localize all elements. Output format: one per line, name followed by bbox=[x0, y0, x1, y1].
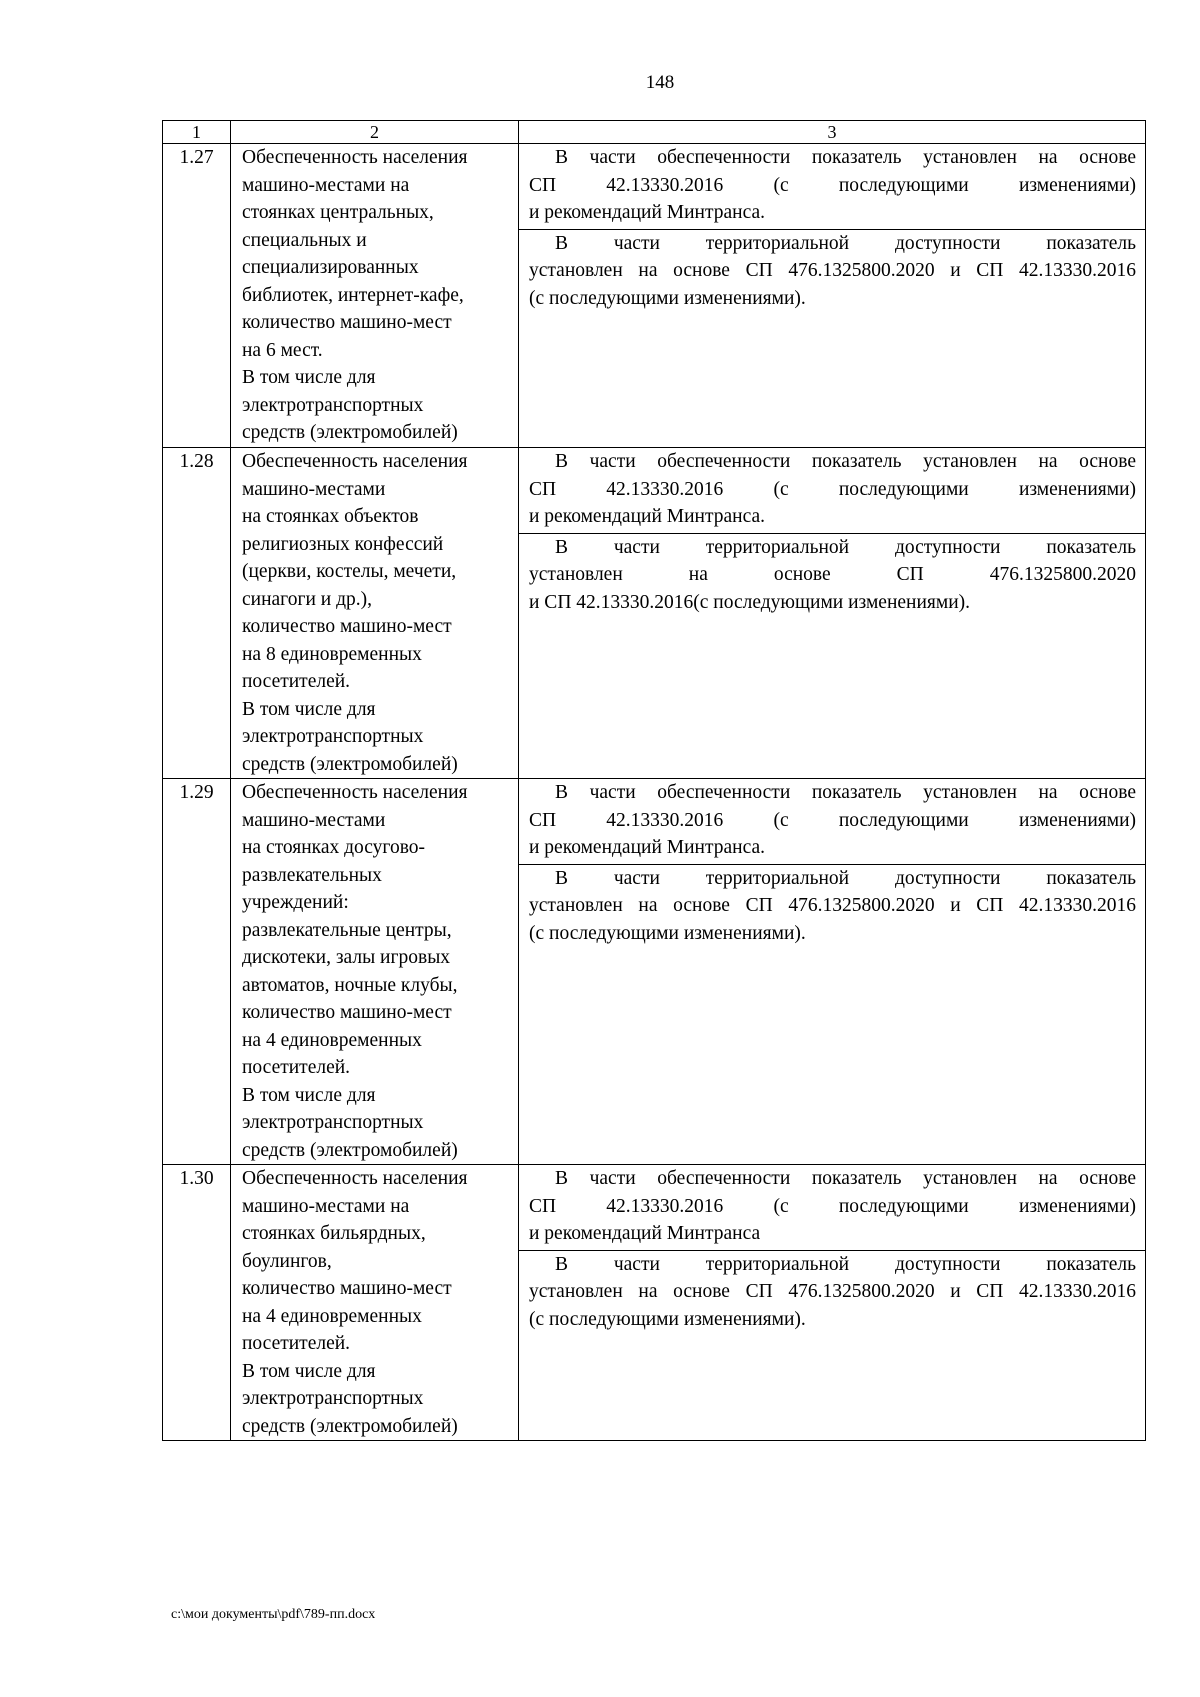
description-line: В том числе для bbox=[242, 698, 376, 720]
row-number: 1.30 bbox=[163, 1165, 231, 1441]
basis-line: В части обеспеченности показатель установлен на основе bbox=[555, 451, 1136, 472]
description-line: на стоянках объектов bbox=[242, 506, 419, 527]
description-line: на 4 единовременных bbox=[242, 1029, 422, 1051]
description-line: синагоги и др.), bbox=[242, 588, 372, 610]
description-line: электротранспортных bbox=[242, 1388, 424, 1409]
basis-line: и рекомендаций Минтранса. bbox=[529, 506, 765, 527]
description-line: Обеспеченность населения bbox=[242, 147, 468, 168]
basis-line: установлен на основе СП 476.1325800.2020 и СП 42.13330.2016 bbox=[529, 260, 1136, 281]
table-row bbox=[163, 1165, 1146, 1441]
indicator-basis bbox=[519, 779, 1146, 1165]
basis-line: В части обеспеченности показатель установлен на основе bbox=[555, 1168, 1136, 1189]
description-line: Обеспеченность населения bbox=[242, 451, 468, 472]
description-line: машино-местами bbox=[242, 809, 386, 831]
description-line: развлекательных bbox=[242, 864, 382, 886]
indicators-table bbox=[162, 120, 1146, 1441]
basis-line: В части обеспеченности показатель установлен на основе bbox=[555, 782, 1136, 803]
basis-line: (с последующими изменениями). bbox=[529, 1308, 806, 1330]
basis-line: и рекомендаций Минтранса. bbox=[529, 837, 765, 858]
table-row bbox=[163, 779, 1146, 1165]
description-line: Обеспеченность населения bbox=[242, 1168, 468, 1189]
description-line: на 8 единовременных bbox=[242, 643, 422, 665]
row-number: 1.27 bbox=[163, 144, 231, 448]
description-line: на 6 мест. bbox=[242, 339, 323, 361]
basis-line: и СП 42.13330.2016(с последующими изменениями). bbox=[529, 591, 971, 613]
description-line: автоматов, ночные клубы, bbox=[242, 974, 458, 996]
description-line: машино-местами bbox=[242, 478, 386, 500]
basis-line: (с последующими изменениями). bbox=[529, 287, 806, 309]
basis-line: установлен на основе СП 476.1325800.2020 и СП 42.13330.2016 bbox=[529, 895, 1136, 916]
indicator-description bbox=[231, 144, 519, 448]
description-line: стоянках бильярдных, bbox=[242, 1223, 426, 1244]
description-line: Обеспеченность населения bbox=[242, 782, 468, 803]
description-line: развлекательные центры, bbox=[242, 919, 452, 941]
description-line: средств (электромобилей) bbox=[242, 1415, 458, 1437]
header-cell-2: 2 bbox=[231, 121, 519, 144]
description-line: библиотек, интернет-кафе, bbox=[242, 284, 464, 306]
description-line: средств (электромобилей) bbox=[242, 422, 458, 443]
description-line: дискотеки, залы игровых bbox=[242, 947, 451, 968]
description-line: стоянках центральных, bbox=[242, 202, 434, 223]
basis-line: и рекомендаций Минтранса bbox=[529, 1223, 761, 1244]
basis-line: (с последующими изменениями). bbox=[529, 922, 806, 944]
description-line: специализированных bbox=[242, 257, 419, 278]
description-line: машино-местами на bbox=[242, 174, 410, 196]
basis-line: СП 42.13330.2016 (с последующими изменениями) bbox=[529, 1195, 1136, 1217]
basis-line: В части территориальной доступности показатель bbox=[555, 536, 1136, 558]
description-line: посетителей. bbox=[242, 1057, 351, 1078]
row-number: 1.29 bbox=[163, 779, 231, 1165]
indicator-description bbox=[231, 448, 519, 779]
description-line: машино-местами на bbox=[242, 1195, 410, 1217]
indicator-basis bbox=[519, 1165, 1146, 1441]
indicator-basis bbox=[519, 448, 1146, 779]
description-line: посетителей. bbox=[242, 1333, 351, 1354]
description-line: на 4 единовременных bbox=[242, 1305, 422, 1327]
description-line: средств (электромобилей) bbox=[242, 753, 458, 775]
footer-file-path: c:\мои документы\pdf\789-пп.docx bbox=[171, 1607, 376, 1622]
provision-basis-text bbox=[519, 448, 1145, 534]
description-line: учреждений: bbox=[242, 892, 349, 913]
basis-line: В части территориальной доступности показатель bbox=[555, 867, 1136, 889]
description-line: количество машино-мест bbox=[242, 312, 452, 333]
description-line: электротранспортных bbox=[242, 726, 424, 747]
description-line: электротранспортных bbox=[242, 394, 424, 416]
description-line: количество машино-мест bbox=[242, 1002, 452, 1023]
provision-basis-text bbox=[519, 1165, 1145, 1251]
table-row bbox=[163, 448, 1146, 779]
basis-line: и рекомендаций Минтранса. bbox=[529, 202, 765, 223]
basis-line: установлен на основе СП 476.1325800.2020 bbox=[529, 564, 1136, 585]
description-line: боулингов, bbox=[242, 1250, 332, 1272]
access-basis-text bbox=[519, 1251, 1145, 1336]
description-line: посетителей. bbox=[242, 671, 351, 692]
indicator-description bbox=[231, 779, 519, 1165]
basis-line: В части территориальной доступности показатель bbox=[555, 232, 1136, 254]
basis-line: В части территориальной доступности показатель bbox=[555, 1253, 1136, 1275]
description-line: на стоянках досугово- bbox=[242, 837, 426, 858]
access-basis-text bbox=[519, 230, 1145, 315]
provision-basis-text bbox=[519, 779, 1145, 865]
provision-basis-text bbox=[519, 144, 1145, 230]
description-line: количество машино-мест bbox=[242, 1278, 452, 1299]
description-line: электротранспортных bbox=[242, 1112, 424, 1133]
description-line: В том числе для bbox=[242, 1084, 376, 1106]
basis-line: В части обеспеченности показатель установлен на основе bbox=[555, 147, 1136, 168]
page-number: 148 bbox=[645, 72, 675, 93]
description-line: религиозных конфессий bbox=[242, 533, 444, 555]
description-line: количество машино-мест bbox=[242, 616, 452, 637]
basis-line: установлен на основе СП 476.1325800.2020 и СП 42.13330.2016 bbox=[529, 1281, 1136, 1302]
indicator-basis bbox=[519, 144, 1146, 448]
description-line: специальных и bbox=[242, 229, 367, 251]
description-line: В том числе для bbox=[242, 1360, 376, 1382]
header-cell-3: 3 bbox=[519, 121, 1146, 144]
description-line: средств (электромобилей) bbox=[242, 1139, 458, 1161]
description-line: В том числе для bbox=[242, 367, 376, 388]
basis-line: СП 42.13330.2016 (с последующими изменениями) bbox=[529, 478, 1136, 500]
indicator-description bbox=[231, 1165, 519, 1441]
description-line: (церкви, костелы, мечети, bbox=[242, 561, 457, 582]
access-basis-text bbox=[519, 534, 1145, 619]
table-row bbox=[163, 144, 1146, 448]
row-number: 1.28 bbox=[163, 448, 231, 779]
basis-line: СП 42.13330.2016 (с последующими изменениями) bbox=[529, 174, 1136, 196]
basis-line: СП 42.13330.2016 (с последующими изменениями) bbox=[529, 809, 1136, 831]
header-cell-1: 1 bbox=[163, 121, 231, 144]
table-header-row bbox=[163, 121, 1146, 144]
access-basis-text bbox=[519, 865, 1145, 950]
